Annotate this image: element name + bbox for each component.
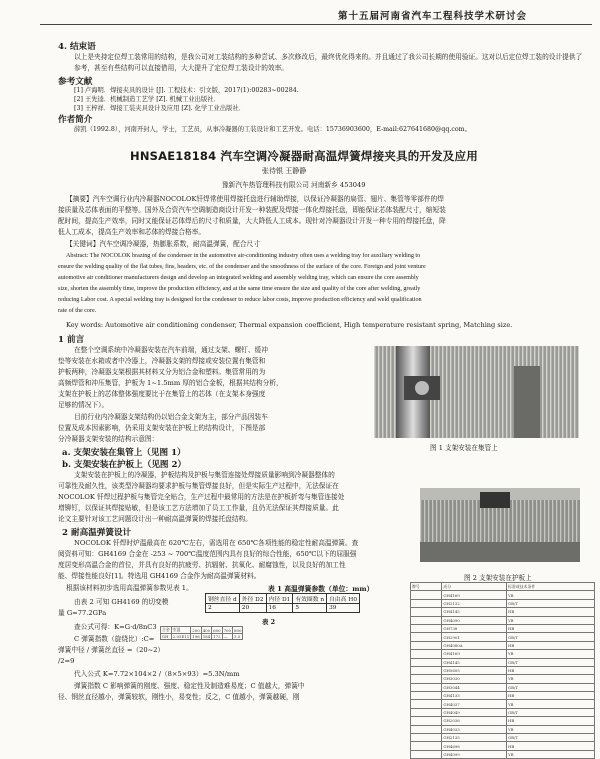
table-3-cell: GH738 [442,624,507,632]
table-2-cell: 196 [192,634,200,639]
calc-line-9: 径、钢丝直径越小，弹簧较软，刚性小，易变性；反之，C 值越小，弹簧越硬，刚 [58,693,300,701]
paper-title: HNSAE18184 汽车空调冷凝器耐高温焊簧焊接夹具的开发及应用 [130,149,478,163]
table-3-cell [411,708,442,716]
calc-line-7: 代入公式 K=7.72×104×2 /（8×5×93）=5.3N/mm [74,670,240,678]
table-1-header-cell: 内径 D1 [266,594,293,604]
table-3-cell: HB [507,641,595,649]
abstract-en-line-5: reducing Labor cost. A special welding tray is designed for the condenser to reduce labor costs, improve production efficiency and weld qualification [58,297,422,303]
table-3-cell: GH4169 [442,650,507,658]
abstract-en-line-3: automotive air conditioner manufacturers design and develop an integrated welding and assembly welding tray, which can ensure the core assembly [58,275,419,281]
table-1-header-cell: 自由高 H0 [327,594,360,604]
table-3-cell: GB/T [507,599,595,607]
table-3-cell: GB/T [507,708,595,716]
spring-line-4: 能、焊接性能良好[1]。特选用 GH4169 合金作为耐高温弹簧材料。 [58,572,261,580]
table-3-cell [411,675,442,683]
table-1-header-cell: 钢丝直径 d [206,594,240,604]
abstract-cn-line-2: 接质量及芯体表面的平整等。国外及合资汽车空调制造商设计开发一种装配及焊接一体化焊接托盘，即能保证芯体装配尺寸，缩短装 [58,206,446,214]
table-3-cell [411,650,442,658]
figure-2-caption: 图 2 支架安装在护板上 [464,574,532,582]
table-3-cell: GH4133 [442,692,507,700]
intro-heading: 1 前言 [58,335,85,345]
conclusion-heading: 4. 结束语 [58,42,96,52]
body-line-4: 增铆钉，以保证其焊接贴敏，但是该工艺方法增加了员工工作量，且仍无法保证其焊接质量。此 [58,504,339,512]
table-3-cell [411,683,442,691]
table-3-cell [411,599,442,607]
table-2-header-cell: 800 [234,627,242,633]
list-item-a: a. 支架安装在集管上（见图 1） [62,448,186,458]
table-3-cell: GH2132 [442,599,507,607]
running-header: 第十五届河南省汽车工程科技学术研讨会 [338,11,528,22]
keywords-cn: 【关键词】汽车空调冷凝器，热膨胀系数，耐高温弹簧，配合尺寸 [66,240,260,248]
table-2-cell: 172 [213,634,221,639]
table-2-header-cell: 600 [213,627,221,633]
table-3-cell: GH2901 [442,633,507,641]
table-3-cell: GH4080A [442,641,507,649]
table-3-cell: YB [507,750,595,758]
calc-line-3: 查公式可得：K=G·d/8nC3 [74,623,157,631]
table-3-cell: YB [507,700,595,708]
reference-3: [3] 王梓祥．焊接工装夹具设计及应用 [Z]. 化学工业出版社． [74,105,246,112]
list-item-b: b. 支架安装在护板上（见图 2） [62,460,187,470]
table-3-cell: GB/T [507,633,595,641]
table-3-cell: GH4169 [442,591,507,599]
intro-line-9: 分冷凝器支架安装的结构示意图： [58,435,159,443]
body-line-3: NOCOLOK 钎焊过程护板与集管完全贴合，生产过程中最常用的方法是在护板折弯与集管连接处 [58,493,345,501]
table-3-cell: HB [507,666,595,674]
table-3-cell: YB [507,650,595,658]
calc-line-8: 弹簧指数 C 影响弹簧的刚度、强度、稳定性及制造难易度；C 值越大，弹簧中 [74,682,305,690]
table-2-header-cell: 700 [223,627,231,633]
table-3-cell [411,608,442,616]
table-3-cell: GH4698 [442,742,507,750]
references-heading: 参考文献 [58,77,93,87]
abstract-en-line-1: Abstract: The NOCOLOK brazing of the condenser in the automotive air-conditioning industry often uses a welding tray for auxiliary welding to [66,253,421,259]
table-3-cell: GH4033 [442,725,507,733]
abstract-cn-line-3: 配时间，提高生产效率，同时又能保证芯体焊后的尺寸和质量，大大降低人工成本。现针对冷凝器设计开发一种专用的焊接托盘，降 [58,217,446,225]
table-3-cell: GH4090 [442,616,507,624]
table-3-cell: YB [507,616,595,624]
calc-line-6: /2=9 [58,657,75,665]
condenser-header-illustration [374,346,579,438]
table-2-title: 表 2 [262,618,276,626]
table-3-cell [411,658,442,666]
abstract-cn-line-1: 【摘要】汽车空调行业内冷凝器NOCOLOK钎焊常使用焊接托盘进行辅助焊接，以保证冷凝器的扁管、翅片、集管等零部件的焊 [66,195,444,203]
reference-2: [2] 王先逵．机械制造工艺学 [Z]. 机械工业出版社． [74,96,220,103]
table-1-value-cell: 39 [327,604,360,613]
figure-1-caption: 图 1 支架安装在集管上 [430,444,498,452]
author-bio-body: 薛凯（1992.8），河南开封人，学士，工艺员，从事冷凝器的工装设计和工艺开发。电话：15736903600，E-mail:627641680@qq.com。 [74,126,471,133]
table-1-value-cell: 20 [239,604,266,613]
abstract-cn-line-4: 低人工成本，提高生产效率和芯体的焊接合格率。 [58,228,206,236]
table-3-cell: GH3044 [442,683,507,691]
abstract-en-line-4: size, shorten the assembly time, improve the production efficiency, and at the same time ensure the size and quality of the core after welding, greatly [58,286,421,292]
spring-heading: 2 耐高温弹簧设计 [62,528,132,538]
intro-line-2: 垫等安装在水箱或者中冷器上，冷凝器支架的焊接或安装位置有集管和 [58,357,266,365]
table-3-cell: GH4145 [442,608,507,616]
calc-line-4: C 弹簧指数（旋绕比）:C= [74,635,155,643]
table-3-cell [411,750,442,758]
conclusion-body: 以上是夹持定位焊工装常用的结构，是我公司对工装结构的多种尝试、多次修改后，最终优化得来的。并且通过了我公司长期的使用验证。这对以后定位焊工装的设计提供了参考，甚至有些结构可以直接借用，大大提升了定位焊工装设计的效率。 [74,53,583,72]
modulus-table [160,626,243,640]
intro-line-5: 支架在护板上的芯体整体强度要比于在集管上的芯体（在支架本身强度 [58,390,266,398]
table-3-cell [411,641,442,649]
calc-line-5: 弹簧中径 / 弹簧丝直径 =（20~2） [58,646,165,654]
table-3-cell: GH4099 [442,750,507,758]
calc-line-1: 由表 2 可知 GH4169 的切变模 [74,598,169,606]
author-bio-heading: 作者简介 [58,115,93,125]
table-3-cell [411,591,442,599]
table-1-header-cell: 有效圈数 n [293,594,327,604]
abstract-en-line-2: ensure the welding quality of the flat tubes, fins, headers, etc. of the condenser and the smoothness of the surface of the core. Foreign and joint venture [58,264,426,270]
calc-line-2: 量 G=77.2GPa [58,609,107,617]
table-1-value-cell: 2 [206,604,240,613]
paper-authors: 张待银 王静静 [262,167,307,175]
table-3-cell [411,700,442,708]
body-line-2: 可靠性及耐久性，该类型冷凝器均要求护板与集管焊接良好，但是实际生产过程中，无法保证在 [58,482,339,490]
condenser-plate-illustration [420,488,580,562]
paper-affiliation: 豫新汽车热管理科技有限公司 河南新乡 453049 [222,181,366,189]
table-3-cell [411,717,442,725]
table-3-cell [411,725,442,733]
figure-2-photo [420,488,580,562]
table-3-cell: HB [507,742,595,750]
table-3-cell [411,742,442,750]
table-3-cell: HB [507,624,595,632]
intro-line-3: 护板两种，冷凝器支架根据其材料又分为铝合金和塑料。集管常用的为 [58,368,266,376]
table-3-cell: GH4049 [442,708,507,716]
table-3-header-cell: 标准或技术条件 [507,583,595,591]
table-2-header-cell: 合金 [162,627,170,632]
table-3-cell: GB/T [507,683,595,691]
table-1-lead: 根据该材料初步选用高温弹簧参数见表 1。 [66,584,193,592]
table-1-title: 表 1 高温弹簧参数（单位：mm） [268,585,374,593]
table-3-cell: GH4037 [442,700,507,708]
table-3-cell: GH2036 [442,717,507,725]
table-3-cell [411,616,442,624]
spring-line-3: 度居变形高温合金的首位，并具有良好的抗疲劳、抗辐射、抗氧化、耐腐蚀性，以及良好的加工性 [58,561,346,569]
table-3-cell: YB [507,591,595,599]
table-3-cell: YB [507,675,595,683]
intro-line-6: 足够的情况下）。 [58,401,109,409]
table-3-cell: GH5605 [442,666,507,674]
intro-line-4: 高频焊管和冲压集管，护板为 1~1.5mm 厚的铝合金板，根据其结构分析， [58,379,283,387]
body-line-1: 支架安装在护板上的冷凝器，护板结构及护板与集管连接处焊接质量影响到冷凝器整体的 [74,471,335,479]
alloy-grade-table [410,582,595,759]
table-2-header-cell: 400 [202,627,211,633]
spring-line-1: NOCOLOK 钎焊时炉温最高在 620℃左右，需选用在 650℃各项性能的稳定性耐高温弹簧。查 [74,539,359,547]
table-1-value-cell: 5 [293,604,327,613]
figure-1-photo [374,346,579,438]
table-3-cell [411,692,442,700]
table-3-header-cell: 牌号 [411,583,442,591]
abstract-en-line-6: rate of the core. [58,308,97,314]
table-3-header-cell: 成分 [442,583,507,591]
intro-line-1: 在整个空调系统中冷凝器安装在汽车前端，通过支架、螺钉、缓冲 [74,346,268,354]
table-3-cell: GH4145 [442,658,507,666]
table-1-value-cell: 16 [266,604,293,613]
keywords-en: Key words: Automotive air conditioning condenser, Thermal expansion coefficient, High temperature resistant spring, Matching size. [66,321,513,329]
table-3-cell: HB [507,692,595,700]
table-3-cell: GB/T [507,658,595,666]
table-2-header-cell: 室温 [171,627,190,634]
table-2-header-cell: 200 [192,627,200,633]
table-3-cell: HB [507,717,595,725]
table-3-cell: GH3030 [442,675,507,683]
table-2-cell: GH [161,634,172,640]
table-2-cell: 3.5 [233,634,243,640]
spring-line-2: 阅资料可知：GH4169 合金在 -253 ~ 700℃温度范围内具有良好的综合性能，650℃以下的屈服强 [58,550,357,558]
table-1-header-cell: 外径 D2 [239,594,266,604]
header-rule [40,24,592,25]
table-3-cell [411,624,442,632]
table-3-cell: GB/T [507,734,595,742]
intro-line-7: 目前行业内冷凝器支架结构仍以铝合金支架为主，部分产品因装车 [74,413,268,421]
table-2-cell: 2.05E11 [172,634,190,639]
spring-parameter-table [205,593,360,613]
intro-line-8: 位置及成本因素影响，仍采用支架安装在护板上的结构设计，下图是部 [58,424,266,432]
table-3-cell [411,633,442,641]
table-3-cell [411,734,442,742]
table-3-cell: GH2135 [442,734,507,742]
table-2-cell: — [222,634,232,640]
table-3-cell: YB [507,725,595,733]
table-3-cell [411,666,442,674]
body-line-5: 论文主要针对该工艺问题设计出一种耐高温弹簧的焊接托盘结构。 [58,515,252,523]
table-2-cell: 184 [202,634,211,639]
reference-1: [1] 卢海明．焊接夹具的设计 [J]. 工程技术：引文版，2017(1):00283~00284. [74,87,299,94]
table-3-cell: HB [507,608,595,616]
